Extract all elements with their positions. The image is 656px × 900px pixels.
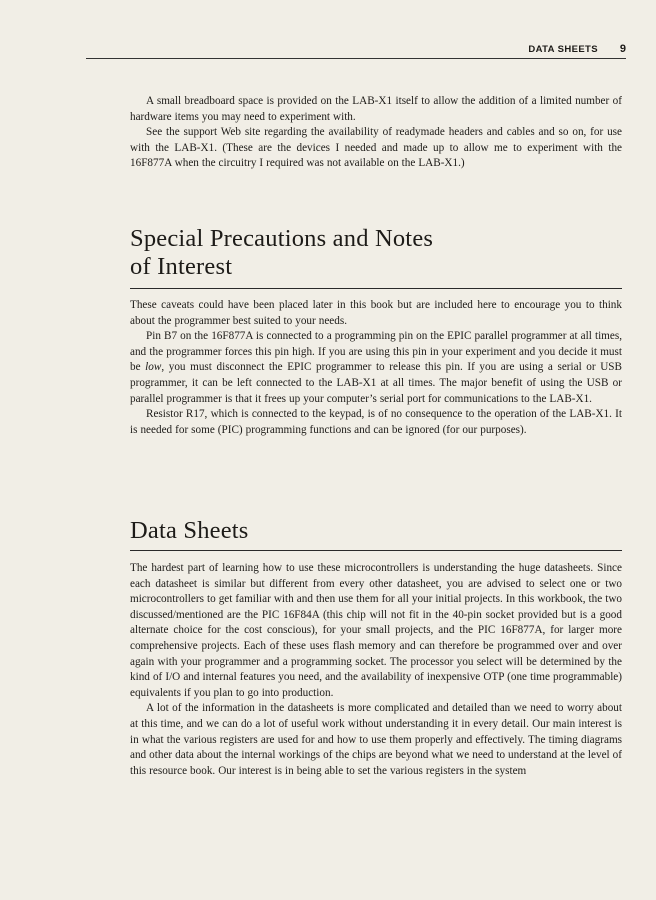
heading-rule (130, 550, 622, 551)
running-header (86, 44, 626, 59)
page-number: 9 (619, 43, 626, 55)
header-title: DATA SHEETS (528, 44, 598, 55)
heading-line: Data Sheets (130, 517, 249, 544)
text-run: Pin B7 on the 16F877A is connected to a programming pin on the EPIC parallel programmer at all times, and the programmer forces this pin high. If you are using this pin in your experiment and you decide it must be (130, 330, 622, 374)
intro-paragraph: See the support Web site regarding the availability of readymade headers and cables and so on, for use with the LAB-X1. (These are the devices I needed and made up to allow me to experiment with the 16F877A when the circuitry I required was not available on the LAB-X1.) (130, 126, 622, 170)
precautions-body (130, 298, 622, 438)
text-run: , you must disconnect the EPIC programmer to release this pin. If you are using a serial or USB programmer, it can be left connected to the LAB-X1 at all times. The major benefit of using the USB or parallel programmer is that it frees up your computer’s serial port for communications to the LAB-X1. (130, 361, 622, 405)
paragraph: These caveats could have been placed later in this book but are included here to encourage you to think about the programmer best suited to your needs. (130, 299, 622, 327)
heading-line: Special Precautions and Notes (130, 225, 434, 252)
section-heading-precautions (130, 225, 622, 281)
section-heading-datasheets (130, 517, 622, 545)
paragraph: The hardest part of learning how to use these microcontrollers is understanding the huge datasheets. Since each datasheet is similar but different from every other datasheet, you are advised to select one or two microcontrollers to get familiar with and then use them for all your initial projects. In this workbook, the two discussed/mentioned are the PIC 16F84A (this chip will not fit in the 40-pin socket provided but is a good alternate choice for the cost conscious), for your small projects, and the PIC 16F877A, for larger more comprehensive projects. Each of these uses flash memory and can therefore be programmed over and over again with your programmer and a programming socket. The processor you select will be determined by the kind of I/O and internal features you need, and the availability of inexpensive OTP (one time programmable) equivalents if you plan to go into production. (130, 562, 622, 699)
paragraph: A lot of the information in the datasheets is more complicated and detailed than we need to worry about at this time, and we can do a lot of useful work without understanding it in every detail. Our main interest is in what the various registers are used for and how to use them properly and effectively. The timing diagrams and other data about the internal workings of the chips are beyond what we need to understand at the level of this resource book. Our interest is in being able to set the various registers in the system (130, 702, 622, 777)
heading-line: of Interest (130, 253, 233, 280)
paragraph (130, 329, 622, 407)
intro-paragraph: A small breadboard space is provided on the LAB-X1 itself to allow the addition of a limited number of hardware items you may need to experiment with. (130, 95, 622, 123)
datasheets-body (130, 561, 622, 779)
paragraph: Resistor R17, which is connected to the keypad, is of no consequence to the operation of the LAB-X1. It is needed for some (PIC) programming functions and can be ignored (for our purposes). (130, 408, 622, 436)
intro-text (130, 94, 622, 172)
heading-rule (130, 288, 622, 289)
emphasis: low (145, 361, 162, 374)
